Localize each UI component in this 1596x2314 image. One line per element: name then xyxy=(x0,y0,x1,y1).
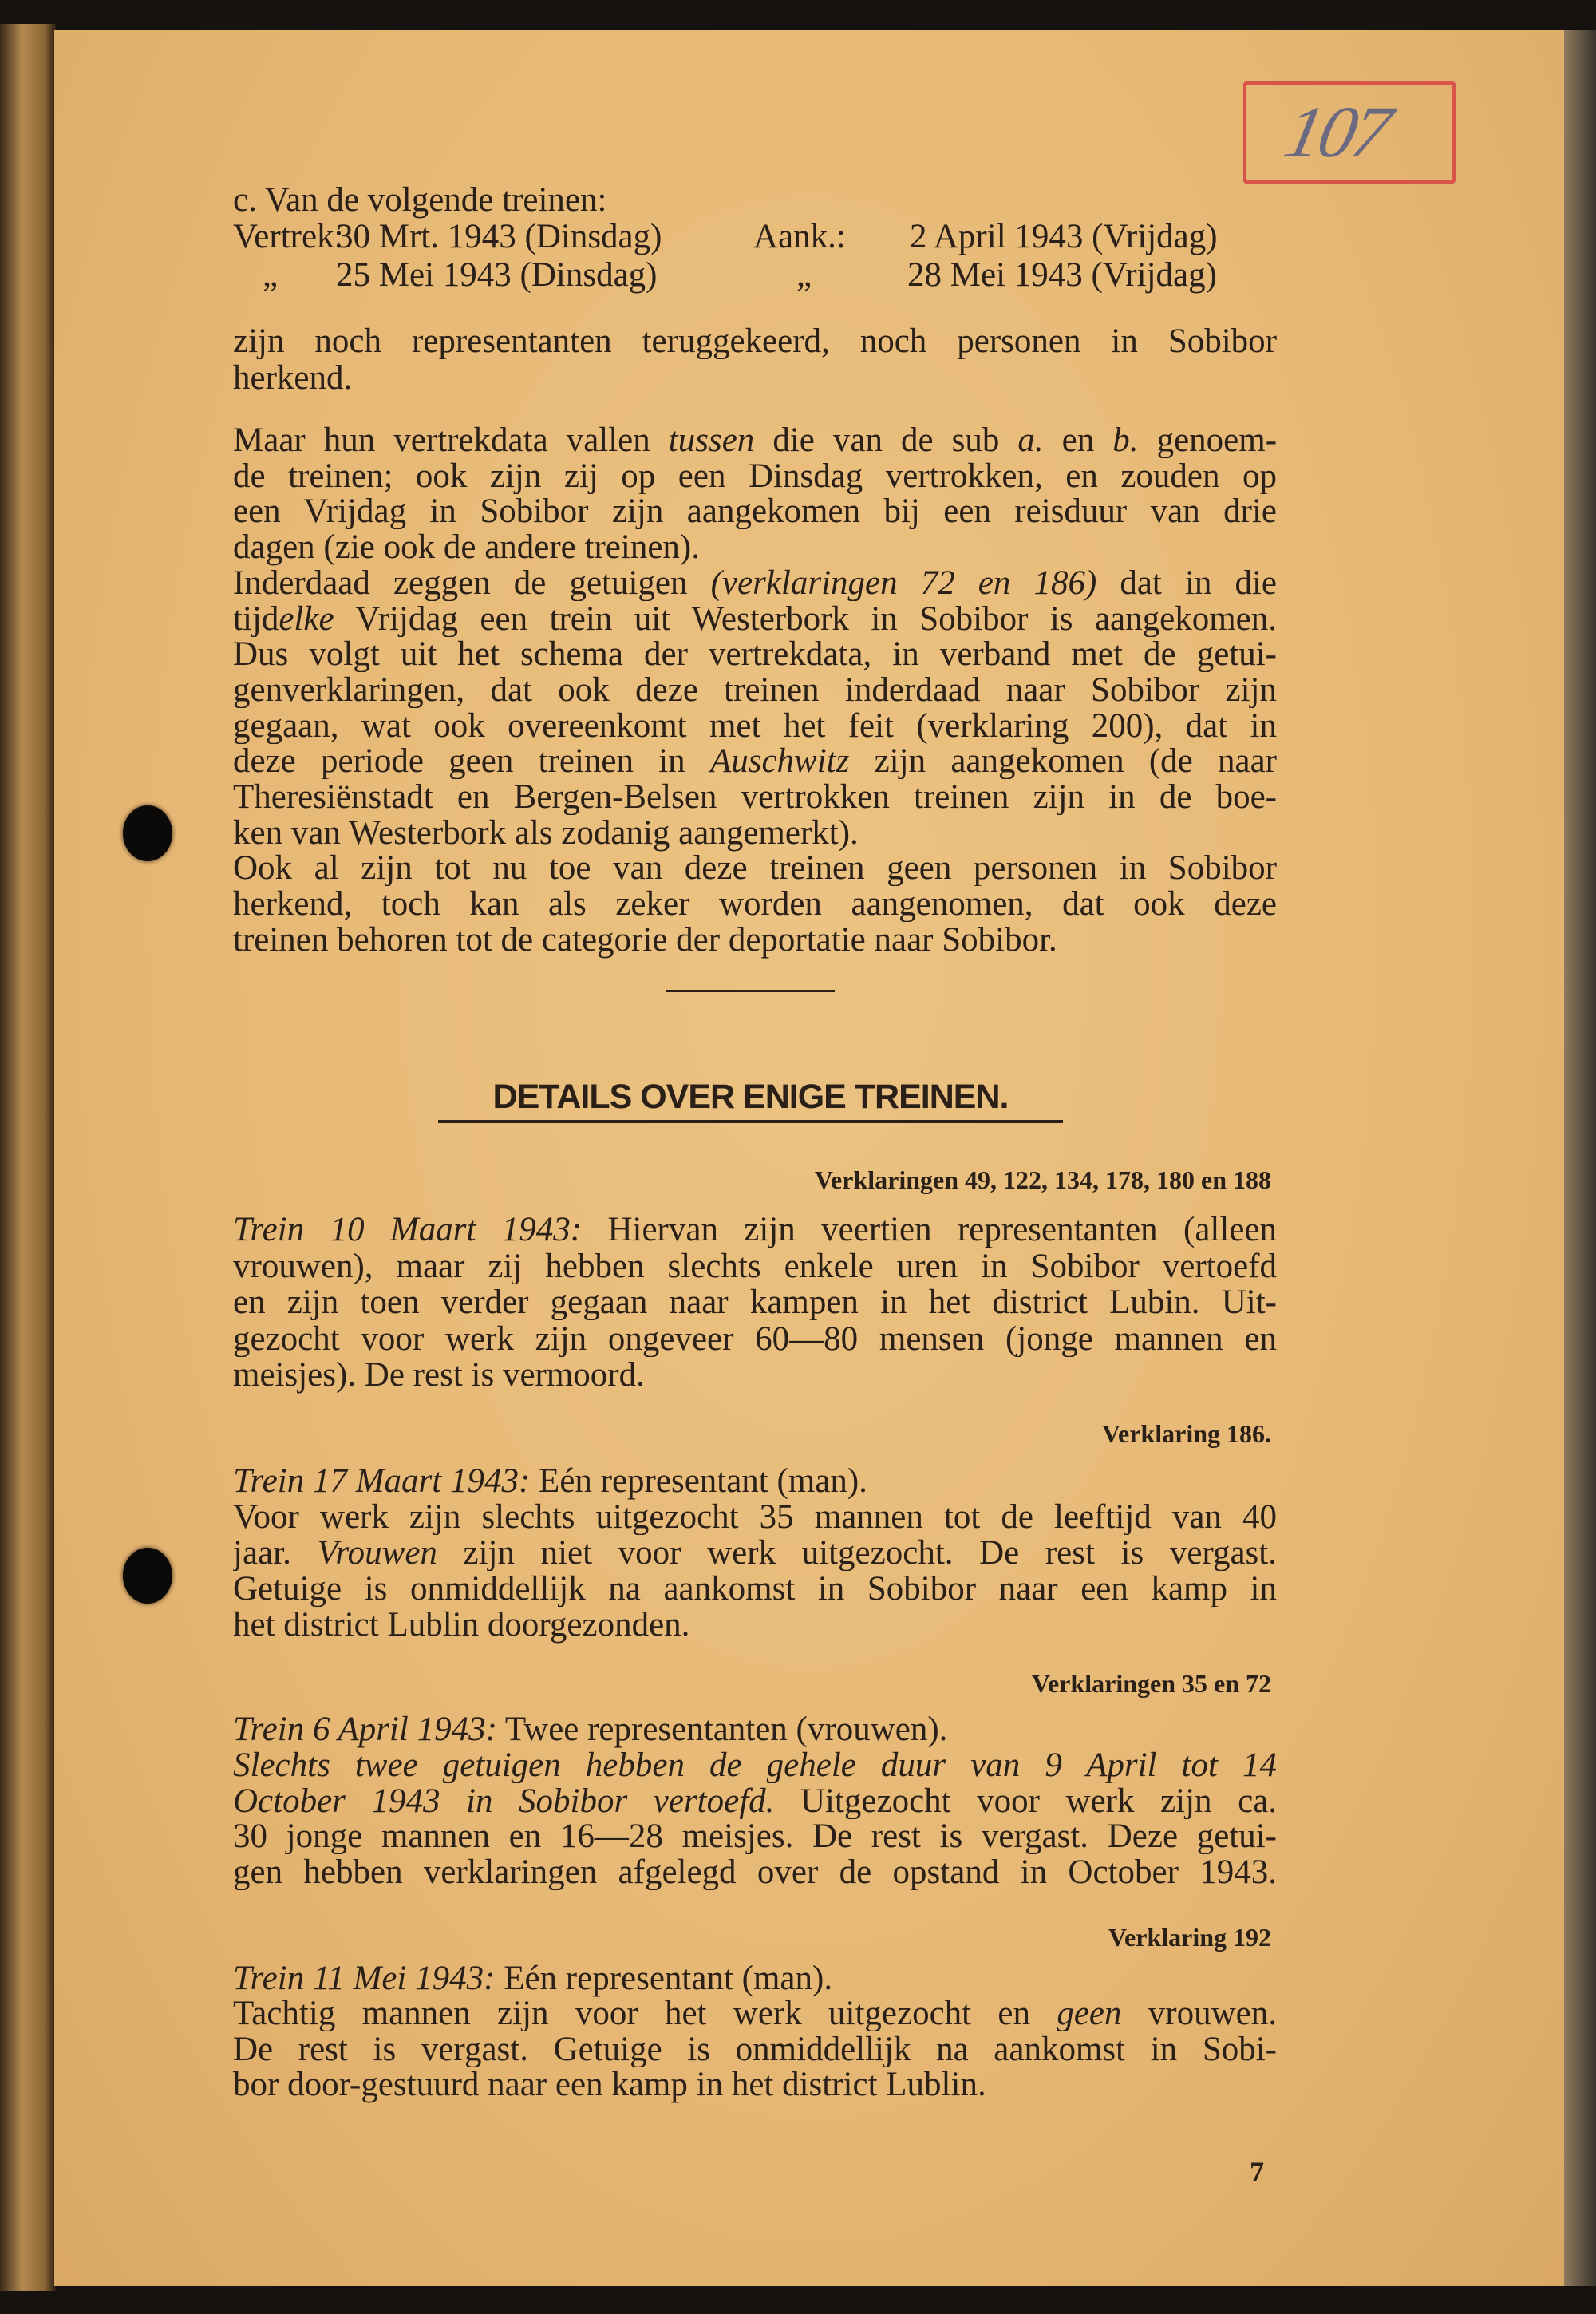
text-line xyxy=(233,850,1277,886)
text-segment: 30 jonge mannen en 16—28 meisjes. De rest is vergast. Deze getui- xyxy=(233,1818,1277,1855)
reference-trein17: Verklaring 186. xyxy=(1101,1419,1271,1448)
text-segment: Eén representant (man). xyxy=(530,1462,867,1500)
text-line xyxy=(233,323,1277,359)
text-segment: Getuige is onmiddellijk na aankomst in Sobibor naar een kamp in xyxy=(233,1571,1277,1607)
text-line xyxy=(233,1321,1277,1357)
text-segment: Theresiënstadt en Bergen-Belsen vertrokken treinen zijn in de boe- xyxy=(233,779,1277,815)
page-number: 7 xyxy=(1250,2156,1264,2188)
text-line xyxy=(233,886,1277,922)
text-segment: De rest is vergast. Getuige is onmiddellijk na aankomst in Sobi- xyxy=(233,2031,1277,2067)
text-segment: Uitgezocht voor werk zijn ca. xyxy=(774,1782,1277,1819)
italic-text: (verklaringen 72 en 186) xyxy=(710,564,1097,601)
text-line xyxy=(233,1248,1277,1284)
text-line xyxy=(233,1463,1277,1499)
text-line xyxy=(233,1607,1277,1643)
text-segment: herkend. xyxy=(233,359,353,397)
arrival-date: 2 April 1943 (Vrijdag) xyxy=(910,218,1218,255)
text-segment: het district Lublin doorgezonden. xyxy=(233,1606,690,1644)
section-heading: DETAILS OVER ENIGE TREINEN. xyxy=(438,1078,1063,1123)
text-segment: vrouwen. xyxy=(1121,1996,1277,2032)
section-divider xyxy=(666,990,835,992)
text-segment: de treinen; ook zijn zij op een Dinsdag vertrokken, en zouden op xyxy=(233,457,1277,494)
arrival-date: 28 Mei 1943 (Vrijdag) xyxy=(907,256,1217,294)
italic-text: a. xyxy=(1017,422,1044,458)
book-binding xyxy=(0,24,56,2291)
text-segment: die van de sub xyxy=(754,422,1018,458)
italic-text: elke xyxy=(279,600,334,637)
text-segment: genverklaringen, dat ook deze treinen inderdaad naar Sobibor zijn xyxy=(233,671,1277,708)
text-line xyxy=(233,2067,1277,2102)
text-line xyxy=(233,708,1277,744)
text-segment: gezocht voor werk zijn ongeveer 60—80 mensen (jonge mannen en xyxy=(233,1320,1277,1357)
text-segment: Inderdaad zeggen de getuigen xyxy=(233,564,711,601)
text-line xyxy=(233,493,1277,529)
text-line xyxy=(233,1783,1277,1819)
text-line xyxy=(233,743,1277,779)
italic-text: Auschwitz xyxy=(709,743,850,780)
archive-stamp xyxy=(1243,81,1456,184)
italic-text: b. xyxy=(1112,422,1139,458)
reference-trein10: Verklaringen 49, 122, 134, 178, 180 en 188 xyxy=(814,1165,1271,1194)
text-line xyxy=(233,2031,1277,2067)
italic-text: Trein 11 Mei 1943: xyxy=(233,1960,496,1997)
text-segment: Dus volgt uit het schema der vertrekdata, in verband met de getui- xyxy=(233,636,1277,673)
italic-text: tussen xyxy=(668,422,755,458)
text-line xyxy=(233,1212,1277,1248)
reference-trein6: Verklaringen 35 en 72 xyxy=(1031,1669,1271,1698)
text-line xyxy=(233,1499,1277,1535)
text-segment: meisjes). De rest is vermoord. xyxy=(233,1356,645,1394)
text-segment: Eén representant (man). xyxy=(495,1960,833,1997)
text-segment: dat in die xyxy=(1096,564,1277,601)
text-line xyxy=(233,1571,1277,1607)
italic-text: October 1943 in Sobibor vertoefd. xyxy=(233,1782,775,1819)
text-line xyxy=(233,1996,1277,2031)
text-segment: zijn niet voor werk uitgezocht. De rest is vergast. xyxy=(437,1535,1277,1571)
row-label: „ xyxy=(263,256,279,294)
text-line xyxy=(233,360,1277,396)
text-segment: treinen behoren tot de categorie der deportatie naar Sobibor. xyxy=(233,920,1057,959)
text-line xyxy=(233,815,1277,851)
text-line xyxy=(233,1854,1277,1890)
text-line xyxy=(233,1535,1277,1571)
stamp-number: 107 xyxy=(1278,91,1396,172)
text-line xyxy=(233,779,1277,815)
text-line xyxy=(233,529,1277,565)
italic-text: Slechts twee getuigen hebben de gehele duur van 9 April tot 14 xyxy=(233,1746,1277,1783)
italic-text: Trein 10 Maart 1943: xyxy=(233,1212,583,1248)
text-segment: Ook al zijn tot nu toe van deze treinen geen personen in Sobibor xyxy=(233,850,1277,887)
text-line xyxy=(233,922,1277,958)
departure-date: 25 Mei 1943 (Dinsdag) xyxy=(336,256,658,294)
text-line xyxy=(233,1818,1277,1854)
text-segment: vrouwen), maar zij hebben slechts enkele uren in Sobibor vertoefd xyxy=(233,1248,1277,1284)
text-line xyxy=(233,601,1277,637)
departure-date: 30 Mrt. 1943 (Dinsdag) xyxy=(336,218,662,255)
text-segment: gegaan, wat ook overeenkomt met het feit (verklaring 200), dat in xyxy=(233,707,1277,744)
text-line xyxy=(233,458,1277,494)
text-segment: en zijn toen verder gegaan naar kampen in het district Lubin. Uit- xyxy=(233,1284,1277,1320)
text-segment: Twee representanten (vrouwen). xyxy=(496,1711,948,1748)
text-segment: Vrijdag een trein uit Westerbork in Sobibor is aangekomen. xyxy=(334,600,1277,637)
text-segment: genoem- xyxy=(1138,422,1277,458)
text-line xyxy=(233,1711,1277,1747)
text-segment: tijd xyxy=(233,600,279,637)
text-segment: herkend, toch kan als zeker worden aangenomen, dat ook deze xyxy=(233,886,1277,923)
punch-hole xyxy=(123,1548,172,1604)
text-segment: Tachtig mannen zijn voor het werk uitgezocht en xyxy=(233,1996,1057,2032)
text-segment: Voor werk zijn slechts uitgezocht 35 mannen tot de leeftijd van 40 xyxy=(233,1499,1277,1535)
text-line xyxy=(233,1284,1277,1320)
text-segment: Hiervan zijn veertien representanten (alleen xyxy=(582,1212,1277,1248)
text-segment: Maar hun vertrekdata vallen xyxy=(233,422,669,458)
text-line xyxy=(233,565,1277,601)
text-segment: gen hebben verklaringen afgelegd over de opstand in October 1943. xyxy=(233,1854,1277,1891)
text-segment: deze periode geen treinen in xyxy=(233,743,710,780)
text-line xyxy=(233,636,1277,672)
reference-trein11: Verklaring 192 xyxy=(1108,1923,1271,1952)
punch-hole xyxy=(123,805,172,861)
text-segment: een Vrijdag in Sobibor zijn aangekomen bij een reisduur van drie xyxy=(233,493,1277,530)
italic-text: Trein 17 Maart 1943: xyxy=(233,1462,531,1500)
section-c-intro: c. Van de volgende treinen: xyxy=(233,181,607,219)
text-segment: jaar. xyxy=(233,1535,318,1571)
text-segment: zijn aangekomen (de naar xyxy=(849,743,1277,780)
text-segment: en xyxy=(1043,422,1113,458)
arrival-label: Aank.: xyxy=(753,218,846,255)
text-segment: dagen (zie ook de andere treinen). xyxy=(233,528,700,567)
italic-text: Trein 6 April 1943: xyxy=(233,1711,497,1748)
text-line xyxy=(233,422,1277,458)
text-line xyxy=(233,1747,1277,1783)
text-segment: bor door-gestuurd naar een kamp in het district Lublin. xyxy=(233,2065,986,2103)
italic-text: Vrouwen xyxy=(317,1535,437,1571)
text-line xyxy=(233,1960,1277,1996)
page-edge xyxy=(1564,30,1596,2286)
text-segment: zijn noch representanten teruggekeerd, noch personen in Sobibor xyxy=(233,323,1277,359)
row-label: Vertrek: xyxy=(233,218,344,255)
arrival-label: „ xyxy=(796,256,812,294)
text-line xyxy=(233,672,1277,708)
text-line xyxy=(233,1357,1277,1393)
italic-text: geen xyxy=(1057,1996,1122,2032)
text-segment: ken van Westerbork als zodanig aangemerkt). xyxy=(233,813,859,852)
